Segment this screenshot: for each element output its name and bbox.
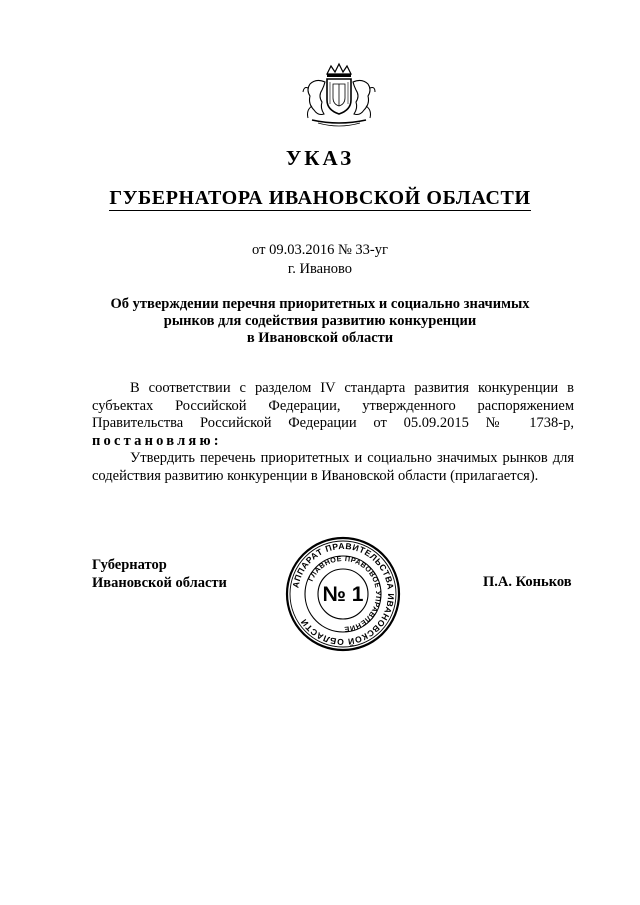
signatory-position <box>92 556 227 592</box>
document-date-number: от 09.03.2016 № 33-уг <box>252 242 388 258</box>
document-subject <box>100 296 540 347</box>
coat-of-arms-icon <box>298 60 380 130</box>
stamp-inner-text: ГЛАВНОЕ ПРАВОВОЕ УПРАВЛЕНИЕ <box>305 553 384 635</box>
signatory-name: П.А. Коньков <box>483 574 572 590</box>
document-body <box>92 380 574 485</box>
subject-line: Об утверждении перечня приоритетных и социально значимых <box>110 296 530 312</box>
body-paragraph: Утвердить перечень приоритетных и социально значимых рынков для содействия развитию конкуренции в Ивановской области (прилагается). <box>92 450 574 484</box>
position-line: Губернатор <box>92 557 167 573</box>
document-authority-title <box>0 187 640 210</box>
stamp-number: № 1 <box>322 583 364 606</box>
document-city: г. Иваново <box>287 261 353 277</box>
preamble-text: В соответствии с разделом IV стандарта развития конкуренции в субъектах Российской Федерации, утвержденного распоряжением Правительства Российской Федерации от 05.09.2015 № 1738-р, <box>92 380 574 431</box>
official-stamp <box>284 535 402 653</box>
decree-word: постановляю: <box>92 432 222 449</box>
subject-line: рынков для содействия развитию конкуренции <box>163 313 477 329</box>
body-paragraph <box>92 380 574 450</box>
authority-text: ГУБЕРНАТОРА ИВАНОВСКОЙ ОБЛАСТИ <box>109 187 531 209</box>
subject-line: в Ивановской области <box>246 330 394 346</box>
document-type-title: УКАЗ <box>285 146 355 170</box>
stamp-outer-text: АППАРАТ ПРАВИТЕЛЬСТВА ИВАНОВСКОЙ ОБЛАСТИ <box>290 540 397 648</box>
position-line: Ивановской области <box>92 575 227 591</box>
